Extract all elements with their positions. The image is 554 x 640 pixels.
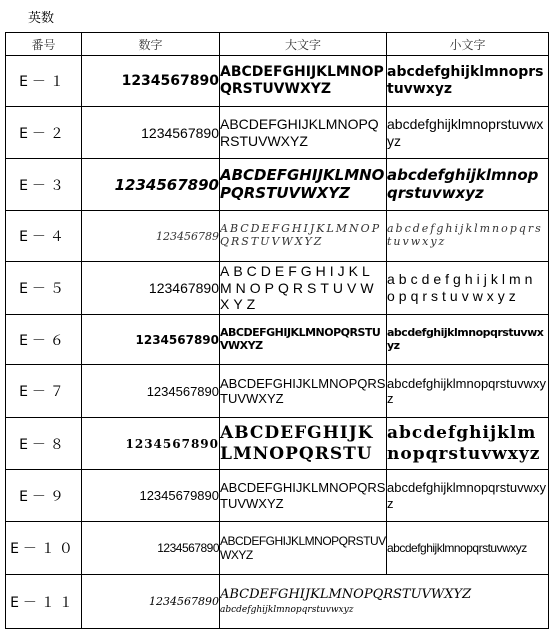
digits-sample: 1234567890 — [82, 315, 220, 365]
table-row — [6, 56, 549, 107]
uppercase-sample: ABCDEFGHIJKLMNOPQRSTUVWXYZ — [220, 262, 387, 315]
table-row — [6, 159, 549, 211]
uppercase-sample: ABCDEFGHIJKLMNOPQRSTUVWXYZ — [220, 211, 387, 262]
row-id: E－１０ — [6, 522, 82, 575]
row-id: E－６ — [6, 315, 82, 365]
table-row — [6, 211, 549, 262]
table-row — [6, 522, 549, 575]
lowercase-sample: abcdefghijklmnopqrstuvwxyz — [220, 604, 354, 615]
table-row — [6, 365, 549, 418]
uppercase-sample: ABCDEFGHIJKLMNOPQRSTUVWXYZ — [220, 522, 387, 575]
uppercase-sample: ABCDEFGHIJKLMNOPQRSTU — [220, 423, 374, 464]
row-id: E－１１ — [6, 575, 82, 629]
table-row — [6, 107, 549, 159]
digits-sample: 1234567890 — [82, 107, 220, 159]
row-id: E－２ — [6, 107, 82, 159]
table-header-row — [6, 33, 549, 56]
digits-sample: 1234567890 — [82, 418, 220, 470]
uppercase-sample: ABCDEFGHIJKLMNOPQRSTUVWXYZ — [220, 588, 472, 603]
uppercase-sample: ABCDEFGHIJKLMNOPQRSTUVWXYZ — [220, 470, 387, 522]
table-row — [6, 575, 549, 629]
row-id: E－９ — [6, 470, 82, 522]
lowercase-sample: abcdefghijklmnopqrstuvwxyz — [387, 522, 549, 575]
table-row — [6, 418, 549, 470]
lowercase-sample: abcdefghijklmnoprstuvwxyz — [387, 107, 549, 159]
script-sample-cell — [220, 575, 549, 629]
lowercase-sample: abcdefghijklmnoprstuvwxyz — [387, 56, 549, 107]
row-id: E－１ — [6, 56, 82, 107]
lowercase-sample: abcdefghijklmnopqrstuvwxyz — [387, 159, 549, 211]
header-uppercase: 大文字 — [220, 33, 387, 56]
digits-sample: 1234567890 — [82, 159, 220, 211]
row-id: E－７ — [6, 365, 82, 418]
header-lowercase: 小文字 — [387, 33, 549, 56]
lowercase-sample: abcdefghijklmnopqrstuvwxyz — [387, 423, 541, 464]
lowercase-sample: abcdefghijklmnopqrstuvwxyz — [387, 262, 549, 315]
header-digits: 数字 — [82, 33, 220, 56]
uppercase-sample: ABCDEFGHIJKLMNOPQRSTUVWXYZ — [220, 56, 387, 107]
table-row — [6, 470, 549, 522]
lowercase-sample: abcdefghijklmnopqrstuvwxyz — [387, 211, 549, 262]
row-id: E－５ — [6, 262, 82, 315]
row-id: E－４ — [6, 211, 82, 262]
header-number: 番号 — [6, 33, 82, 56]
digits-sample: 123456789 — [82, 211, 220, 262]
row-id: E－８ — [6, 418, 82, 470]
lowercase-sample: abcdefghijklmnopqrstuvwxyz — [387, 315, 549, 365]
lowercase-sample: abcdefghijklmnopqrstuvwxyz — [387, 365, 549, 418]
digits-sample: 1234567890 — [82, 522, 220, 575]
table-row — [6, 315, 549, 365]
digits-sample: 1234567890 — [82, 56, 220, 107]
page-title: 英数 — [28, 11, 55, 26]
lowercase-sample: abcdefghijklmnopqrstuvwxyz — [387, 470, 549, 522]
table-row — [6, 262, 549, 315]
font-sample-table — [5, 32, 549, 629]
uppercase-sample: ABCDEFGHIJKLMNOPQRSTUVWXYZ — [220, 315, 387, 365]
digits-sample: 123467890 — [82, 262, 220, 315]
uppercase-sample: ABCDEFGHIJKLMNOPQRSTUVWXYZ — [220, 159, 387, 211]
uppercase-sample: ABCDEFGHIJKLMNOPQRSTUVWXYZ — [220, 107, 387, 159]
digits-sample: 1234567890 — [82, 575, 220, 629]
digits-sample: 12345679890 — [82, 470, 220, 522]
row-id: E－３ — [6, 159, 82, 211]
digits-sample: 1234567890 — [82, 365, 220, 418]
uppercase-sample: ABCDEFGHIJKLMNOPQRSTUVWXYZ — [220, 365, 387, 418]
